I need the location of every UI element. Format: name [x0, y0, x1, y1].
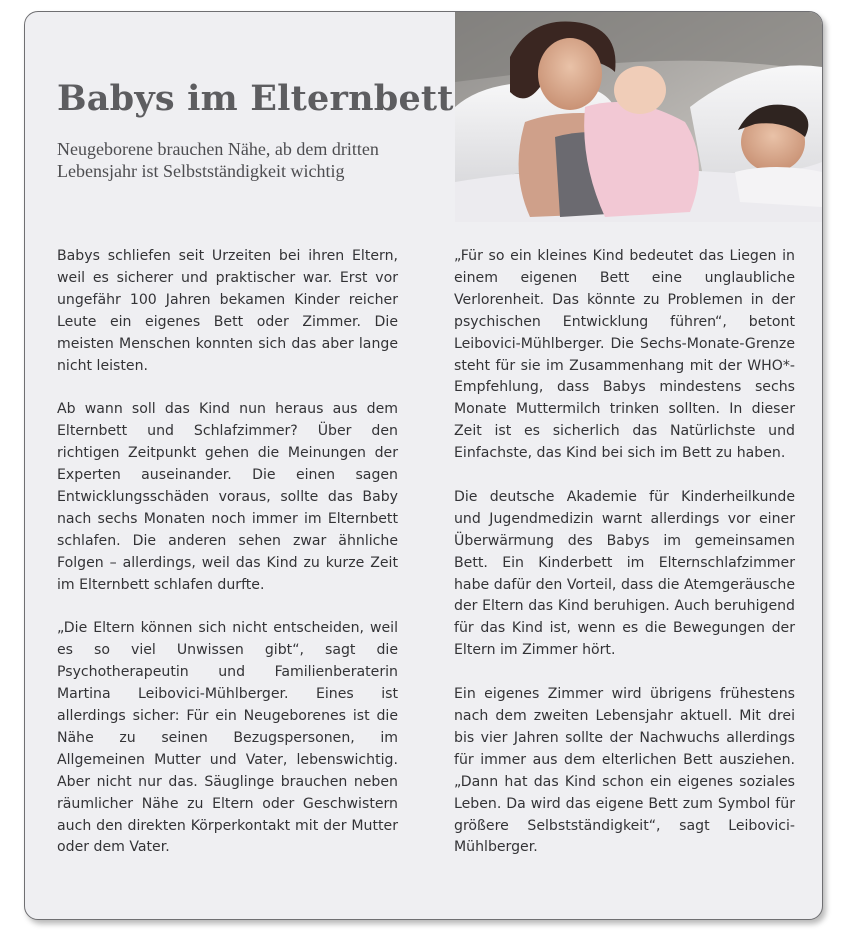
- photo-father-shoulder: [735, 167, 822, 207]
- right-column: [454, 246, 795, 881]
- paragraph: Die deutsche Akademie für Kinderheilkunde und Jugendmedizin warnt allerdings vor einer Überwärmung des Babys im gemeinsamen Bett. Ein Kinderbett im Elternschlafzimmer habe dafür den Vorteil, dass die Atemgeräusche der Eltern das Kind beruhigen. Auch beruhigend für das Kind ist, wenn es die Bewegungen der Eltern im Zimmer hört.: [454, 488, 795, 659]
- article-subtitle: Neugeborene brauchen Nähe, ab dem dritten Lebensjahr ist Selbstständigkeit wichtig: [57, 139, 379, 181]
- article-title: Babys im Elternbett: [57, 78, 454, 119]
- article-card: [24, 11, 823, 920]
- paragraph: „Für so ein kleines Kind bedeutet das Liegen in einem eigenen Bett eine unglaubliche Verlorenheit. Das könnte zu Problemen in der psychischen Entwicklung führen“, betont Leibovici-Mühlberger. Die Sechs-Monate-Grenze steht für sie im Zusammenhang mit der WHO*-Empfehlung, dass Babys mindestens sechs Monate Muttermilch trinken sollten. In dieser Zeit ist es sicherlich das Natürlichste und Einfachste, das Kind bei sich im Bett zu haben.: [454, 248, 795, 462]
- left-column: [57, 246, 398, 881]
- family-photo-icon: [455, 12, 822, 222]
- paragraph: Babys schliefen seit Urzeiten bei ihren Eltern, weil es sicherer und praktischer war. Erst vor ungefähr 100 Jahren bekamen Kinder reicher Leute ein eigenes Bett oder Zimmer. Die meisten Menschen konnten sich das aber lange nicht leisten.: [57, 248, 398, 374]
- paragraph: „Die Eltern können sich nicht entscheiden, weil es so viel Unwissen gibt“, sagt die Psychotherapeutin und Familienberaterin Martina Leibovici-Mühlberger. Eines ist allerdings sicher: Für ein Neugeborenes ist die Nähe zu seinen Bezugspersonen, im Allgemeinen Mutter und Vater, lebenswichtig. Aber nicht nur das. Säuglinge brauchen neben räumlicher Nähe zu Eltern oder Geschwistern auch den direkten Körperkontakt mit der Mutter oder dem Vater.: [57, 620, 398, 856]
- paragraph: Ab wann soll das Kind nun heraus aus dem Elternbett und Schlafzimmer? Über den richtigen Zeitpunkt gehen die Meinungen der Experten auseinander. Die einen sagen Entwicklungsschäden voraus, sollte das Baby nach sechs Monaten noch immer im Elternbett schlafen. Die anderen sehen zwar ähnliche Folgen – allerdings, weil das Kind zu kurze Zeit im Elternbett schlafen durfte.: [57, 401, 398, 593]
- photo-baby-head: [614, 66, 666, 114]
- paragraph: Ein eigenes Zimmer wird übrigens frühestens nach dem zweiten Lebensjahr aktuell. Mit drei bis vier Jahren sollte der Nachwuchs allerdings für immer aus dem elterlichen Bett ausziehen. „Dann hat das Kind schon ein eigenes soziales Leben. Da wird das eigene Bett zum Symbol für größere Selbstständigkeit“, sagt Leibovici-Mühlberger.: [454, 686, 795, 856]
- photo-mother-face: [538, 38, 602, 110]
